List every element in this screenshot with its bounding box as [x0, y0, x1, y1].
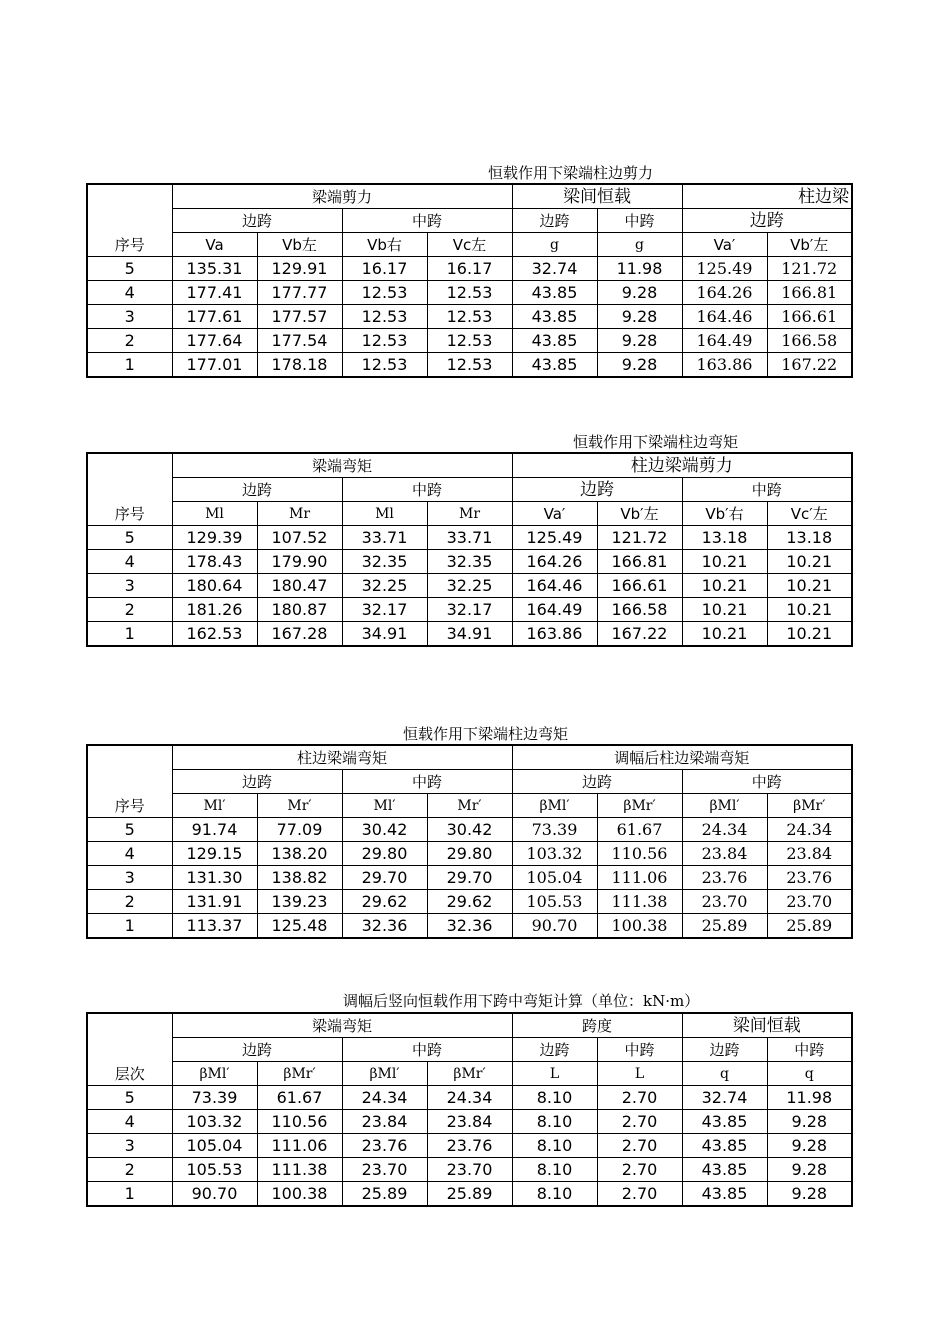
table-cell: 91.74 [172, 818, 257, 842]
table-cell: 138.82 [257, 866, 342, 890]
table-cell: 23.70 [682, 890, 767, 914]
table-cell: 8.10 [512, 1182, 597, 1207]
mid-span-header: 中跨 [342, 770, 512, 794]
between-load-header: 梁间恒载 [512, 184, 682, 209]
table-cell: 12.53 [342, 329, 427, 353]
seq-header: 序号 [87, 745, 172, 818]
table-cell: 43.85 [512, 305, 597, 329]
table-cell: 23.84 [342, 1110, 427, 1134]
table-cell: 23.76 [427, 1134, 512, 1158]
table-cell: 12.53 [427, 353, 512, 378]
between-load-header: 梁间恒载 [682, 1013, 852, 1038]
table-cell: 121.72 [767, 257, 852, 281]
table1-title: 恒载作用下梁端柱边剪力 [488, 164, 654, 182]
col-header: g [512, 233, 597, 257]
mid-span-header: 中跨 [342, 1038, 512, 1062]
table-row [87, 1158, 852, 1182]
table-cell: 34.91 [342, 622, 427, 647]
col-header: Ml [342, 502, 427, 526]
table-cell: 11.98 [767, 1086, 852, 1110]
col-edge-header: 柱边梁 [682, 184, 852, 209]
col-header: Ml [172, 502, 257, 526]
table-cell: 164.26 [512, 550, 597, 574]
col-header: βMr′ [427, 1062, 512, 1086]
table-cell: 29.80 [342, 842, 427, 866]
table-cell: 43.85 [682, 1110, 767, 1134]
table-cell: 110.56 [597, 842, 682, 866]
table-cell: 177.54 [257, 329, 342, 353]
col-moment-header: 柱边梁端弯矩 [172, 745, 512, 770]
table-row [87, 281, 852, 305]
table-row [87, 622, 852, 647]
table4 [86, 1012, 853, 1207]
table-cell: 9.28 [597, 281, 682, 305]
mid-span-header: 中跨 [342, 209, 512, 233]
table-cell: 77.09 [257, 818, 342, 842]
row-index-cell: 5 [87, 818, 172, 842]
table-cell: 25.89 [767, 914, 852, 939]
table-cell: 24.34 [767, 818, 852, 842]
table2 [86, 452, 853, 647]
table-cell: 10.21 [767, 598, 852, 622]
table-cell: 8.10 [512, 1110, 597, 1134]
table-cell: 180.64 [172, 574, 257, 598]
table1 [86, 183, 853, 378]
table-cell: 111.06 [257, 1134, 342, 1158]
table-cell: 167.22 [597, 622, 682, 647]
table-cell: 90.70 [172, 1182, 257, 1207]
adjusted-moment-header: 调幅后柱边梁端弯矩 [512, 745, 852, 770]
table-row [87, 842, 852, 866]
table-cell: 12.53 [342, 281, 427, 305]
table-cell: 34.91 [427, 622, 512, 647]
table-cell: 166.61 [767, 305, 852, 329]
table-cell: 2.70 [597, 1134, 682, 1158]
row-index-cell: 4 [87, 550, 172, 574]
table-row [87, 329, 852, 353]
table-cell: 163.86 [682, 353, 767, 378]
span-header: 跨度 [512, 1013, 682, 1038]
col-edge-shear-header: 柱边梁端剪力 [512, 453, 852, 478]
table-cell: 105.04 [172, 1134, 257, 1158]
table-cell: 177.41 [172, 281, 257, 305]
table-cell: 139.23 [257, 890, 342, 914]
col-header: Vb左 [257, 233, 342, 257]
col-header: Mr [257, 502, 342, 526]
side-span-header: 边跨 [682, 1038, 767, 1062]
table-cell: 177.01 [172, 353, 257, 378]
row-index-cell: 1 [87, 914, 172, 939]
table-cell: 33.71 [427, 526, 512, 550]
col-header: L [512, 1062, 597, 1086]
table-cell: 90.70 [512, 914, 597, 939]
table-cell: 9.28 [767, 1182, 852, 1207]
col-header: βMl′ [512, 794, 597, 818]
col-header: βMr′ [767, 794, 852, 818]
side-span-header: 边跨 [512, 770, 682, 794]
table-cell: 111.38 [597, 890, 682, 914]
table-cell: 105.04 [512, 866, 597, 890]
table-cell: 10.21 [682, 550, 767, 574]
table-cell: 33.71 [342, 526, 427, 550]
table-cell: 10.21 [767, 574, 852, 598]
table-cell: 32.25 [427, 574, 512, 598]
table-cell: 9.28 [597, 305, 682, 329]
mid-span-header: 中跨 [597, 1038, 682, 1062]
table-cell: 43.85 [682, 1182, 767, 1207]
table-cell: 163.86 [512, 622, 597, 647]
table-cell: 177.61 [172, 305, 257, 329]
table-cell: 164.49 [512, 598, 597, 622]
row-index-cell: 5 [87, 257, 172, 281]
col-header: Mr [427, 502, 512, 526]
table-cell: 10.21 [767, 550, 852, 574]
table-cell: 29.70 [427, 866, 512, 890]
table-cell: 135.31 [172, 257, 257, 281]
table-cell: 30.42 [342, 818, 427, 842]
col-header: βMr′ [597, 794, 682, 818]
table-cell: 103.32 [172, 1110, 257, 1134]
row-index-cell: 2 [87, 890, 172, 914]
col-header: Va′ [682, 233, 767, 257]
col-header: Vb′右 [682, 502, 767, 526]
table-cell: 13.18 [767, 526, 852, 550]
table-row [87, 574, 852, 598]
table-row [87, 257, 852, 281]
table-row [87, 305, 852, 329]
table-row [87, 1086, 852, 1110]
table-cell: 164.49 [682, 329, 767, 353]
table-cell: 9.28 [767, 1158, 852, 1182]
table-cell: 23.84 [767, 842, 852, 866]
table-cell: 178.43 [172, 550, 257, 574]
table-cell: 61.67 [597, 818, 682, 842]
table-cell: 43.85 [512, 329, 597, 353]
table-cell: 125.48 [257, 914, 342, 939]
table-row [87, 598, 852, 622]
table-cell: 8.10 [512, 1134, 597, 1158]
col-header: βMr′ [257, 1062, 342, 1086]
row-index-cell: 3 [87, 574, 172, 598]
col-header: Va′ [512, 502, 597, 526]
table-cell: 32.35 [427, 550, 512, 574]
table-cell: 32.17 [342, 598, 427, 622]
table-cell: 43.85 [512, 353, 597, 378]
col-header: q [767, 1062, 852, 1086]
table-cell: 13.18 [682, 526, 767, 550]
table-cell: 10.21 [682, 598, 767, 622]
row-index-cell: 4 [87, 1110, 172, 1134]
seq-header: 序号 [87, 184, 172, 257]
table-cell: 110.56 [257, 1110, 342, 1134]
table-cell: 100.38 [257, 1182, 342, 1207]
table-cell: 166.81 [767, 281, 852, 305]
side-span-header: 边跨 [172, 209, 342, 233]
table-cell: 25.89 [342, 1182, 427, 1207]
table-cell: 100.38 [597, 914, 682, 939]
table-cell: 180.47 [257, 574, 342, 598]
col-header: Ml′ [342, 794, 427, 818]
table-cell: 177.57 [257, 305, 342, 329]
table-cell: 129.91 [257, 257, 342, 281]
table-cell: 16.17 [427, 257, 512, 281]
table-cell: 180.87 [257, 598, 342, 622]
table-cell: 8.10 [512, 1158, 597, 1182]
table-cell: 23.76 [682, 866, 767, 890]
table-cell: 23.70 [767, 890, 852, 914]
table-cell: 129.39 [172, 526, 257, 550]
table-cell: 25.89 [427, 1182, 512, 1207]
row-index-cell: 1 [87, 1182, 172, 1207]
mid-span-header: 中跨 [767, 1038, 852, 1062]
table-cell: 105.53 [172, 1158, 257, 1182]
side-span-header: 边跨 [172, 1038, 342, 1062]
table2-title: 恒载作用下梁端柱边弯矩 [573, 433, 739, 451]
table-cell: 2.70 [597, 1110, 682, 1134]
table-row [87, 914, 852, 939]
table-cell: 29.80 [427, 842, 512, 866]
beam-moment-header: 梁端弯矩 [172, 453, 512, 478]
table-cell: 12.53 [342, 305, 427, 329]
table-cell: 9.28 [597, 329, 682, 353]
table-cell: 29.70 [342, 866, 427, 890]
table-cell: 131.91 [172, 890, 257, 914]
side-span-header: 边跨 [682, 209, 852, 233]
table-cell: 23.84 [682, 842, 767, 866]
table-row [87, 526, 852, 550]
row-index-cell: 1 [87, 353, 172, 378]
side-span-header: 边跨 [172, 770, 342, 794]
table-cell: 166.81 [597, 550, 682, 574]
table-cell: 12.53 [427, 305, 512, 329]
table-cell: 113.37 [172, 914, 257, 939]
row-index-cell: 5 [87, 526, 172, 550]
table-cell: 12.53 [427, 329, 512, 353]
table-cell: 138.20 [257, 842, 342, 866]
table-cell: 23.70 [427, 1158, 512, 1182]
table-cell: 32.74 [512, 257, 597, 281]
side-span-header: 边跨 [172, 478, 342, 502]
table-cell: 129.15 [172, 842, 257, 866]
col-header: βMl′ [342, 1062, 427, 1086]
table-cell: 43.85 [682, 1158, 767, 1182]
table-cell: 11.98 [597, 257, 682, 281]
table-cell: 181.26 [172, 598, 257, 622]
row-index-cell: 1 [87, 622, 172, 647]
row-index-cell: 2 [87, 329, 172, 353]
row-index-cell: 5 [87, 1086, 172, 1110]
col-header: Mr′ [427, 794, 512, 818]
row-index-cell: 3 [87, 866, 172, 890]
table-row [87, 550, 852, 574]
table-cell: 12.53 [427, 281, 512, 305]
table-cell: 29.62 [427, 890, 512, 914]
table-cell: 8.10 [512, 1086, 597, 1110]
mid-span-header: 中跨 [597, 209, 682, 233]
col-header: Vb′左 [597, 502, 682, 526]
table-cell: 166.58 [767, 329, 852, 353]
table-cell: 24.34 [427, 1086, 512, 1110]
table-cell: 32.36 [427, 914, 512, 939]
col-header: Va [172, 233, 257, 257]
table-cell: 167.22 [767, 353, 852, 378]
table-row [87, 1182, 852, 1207]
table-cell: 43.85 [512, 281, 597, 305]
col-header: q [682, 1062, 767, 1086]
seq-header: 序号 [87, 453, 172, 526]
table-cell: 9.28 [767, 1134, 852, 1158]
row-index-cell: 4 [87, 281, 172, 305]
table-row [87, 818, 852, 842]
table-cell: 29.62 [342, 890, 427, 914]
table-cell: 32.74 [682, 1086, 767, 1110]
col-header: Ml′ [172, 794, 257, 818]
beam-moment-header: 梁端弯矩 [172, 1013, 512, 1038]
table-cell: 164.26 [682, 281, 767, 305]
col-header: Mr′ [257, 794, 342, 818]
side-span-header: 边跨 [512, 209, 597, 233]
table-cell: 121.72 [597, 526, 682, 550]
table-cell: 24.34 [342, 1086, 427, 1110]
row-index-cell: 3 [87, 305, 172, 329]
table-cell: 23.84 [427, 1110, 512, 1134]
table-row [87, 866, 852, 890]
table-cell: 10.21 [682, 574, 767, 598]
table-cell: 2.70 [597, 1158, 682, 1182]
row-index-cell: 3 [87, 1134, 172, 1158]
side-span-header: 边跨 [512, 478, 682, 502]
table-cell: 23.70 [342, 1158, 427, 1182]
table-cell: 111.06 [597, 866, 682, 890]
table-cell: 23.76 [342, 1134, 427, 1158]
table-cell: 166.61 [597, 574, 682, 598]
table-cell: 167.28 [257, 622, 342, 647]
table-cell: 177.77 [257, 281, 342, 305]
table-cell: 12.53 [342, 353, 427, 378]
table-cell: 2.70 [597, 1086, 682, 1110]
table-cell: 9.28 [597, 353, 682, 378]
table-cell: 16.17 [342, 257, 427, 281]
table-cell: 25.89 [682, 914, 767, 939]
table-cell: 32.25 [342, 574, 427, 598]
beam-shear-header: 梁端剪力 [172, 184, 512, 209]
col-header: Vc左 [427, 233, 512, 257]
table-cell: 166.58 [597, 598, 682, 622]
table-cell: 61.67 [257, 1086, 342, 1110]
side-span-header: 边跨 [512, 1038, 597, 1062]
col-header: g [597, 233, 682, 257]
table-cell: 164.46 [512, 574, 597, 598]
table-cell: 107.52 [257, 526, 342, 550]
seq-header: 层次 [87, 1013, 172, 1086]
table4-title: 调幅后竖向恒载作用下跨中弯矩计算（单位：kN·m） [343, 992, 700, 1010]
table-row [87, 1110, 852, 1134]
table3 [86, 744, 853, 939]
table-cell: 23.76 [767, 866, 852, 890]
table3-title: 恒载作用下梁端柱边弯矩 [403, 725, 569, 743]
table-cell: 177.64 [172, 329, 257, 353]
col-header: Vc′左 [767, 502, 852, 526]
table-cell: 9.28 [767, 1110, 852, 1134]
table-cell: 105.53 [512, 890, 597, 914]
table-cell: 73.39 [172, 1086, 257, 1110]
table-cell: 179.90 [257, 550, 342, 574]
mid-span-header: 中跨 [682, 770, 852, 794]
table-cell: 32.35 [342, 550, 427, 574]
table-cell: 24.34 [682, 818, 767, 842]
col-header: βMl′ [682, 794, 767, 818]
table-cell: 178.18 [257, 353, 342, 378]
table-cell: 2.70 [597, 1182, 682, 1207]
table-cell: 164.46 [682, 305, 767, 329]
table-row [87, 353, 852, 378]
table-cell: 125.49 [682, 257, 767, 281]
table-row [87, 890, 852, 914]
table-cell: 125.49 [512, 526, 597, 550]
col-header: Vb′左 [767, 233, 852, 257]
row-index-cell: 2 [87, 598, 172, 622]
table-cell: 111.38 [257, 1158, 342, 1182]
table-cell: 162.53 [172, 622, 257, 647]
table-cell: 10.21 [767, 622, 852, 647]
table-cell: 32.36 [342, 914, 427, 939]
table-cell: 10.21 [682, 622, 767, 647]
table-cell: 30.42 [427, 818, 512, 842]
table-row [87, 1134, 852, 1158]
row-index-cell: 4 [87, 842, 172, 866]
table-cell: 43.85 [682, 1134, 767, 1158]
mid-span-header: 中跨 [342, 478, 512, 502]
mid-span-header: 中跨 [682, 478, 852, 502]
row-index-cell: 2 [87, 1158, 172, 1182]
table-cell: 103.32 [512, 842, 597, 866]
col-header: βMl′ [172, 1062, 257, 1086]
table-cell: 131.30 [172, 866, 257, 890]
col-header: Vb右 [342, 233, 427, 257]
table-cell: 73.39 [512, 818, 597, 842]
col-header: L [597, 1062, 682, 1086]
table-cell: 32.17 [427, 598, 512, 622]
